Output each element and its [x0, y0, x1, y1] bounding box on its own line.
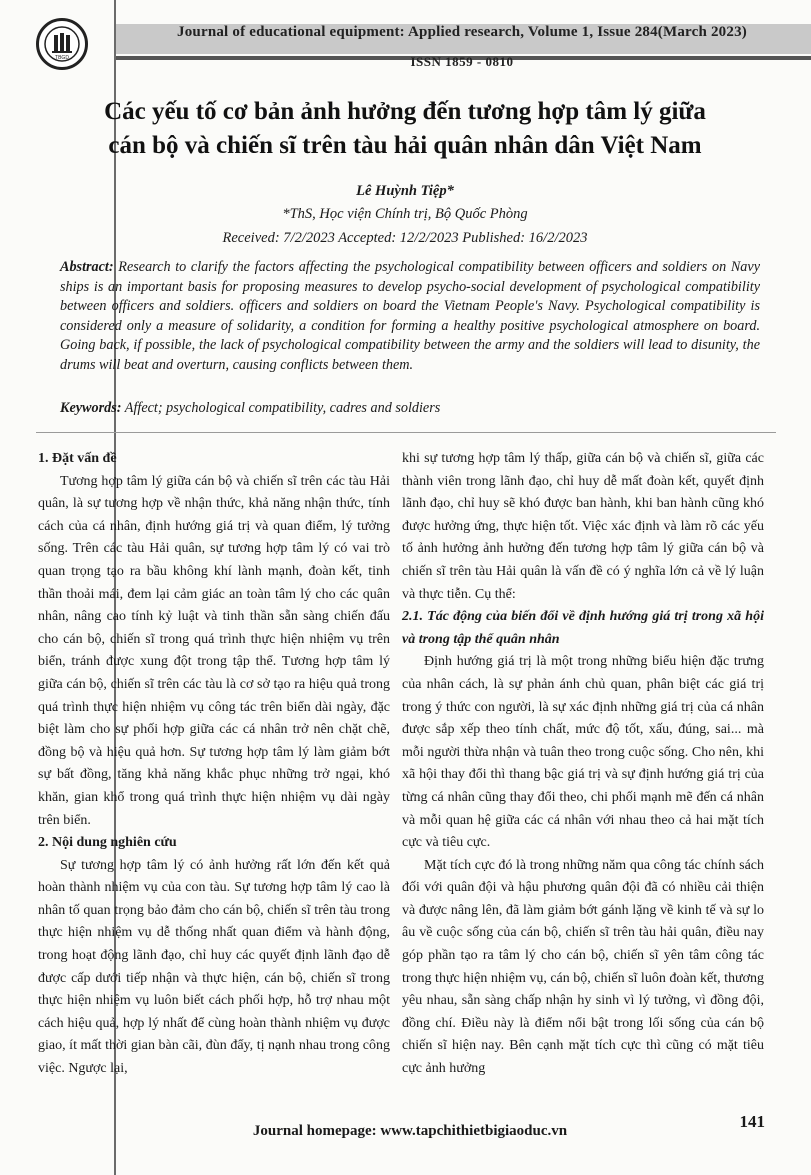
journal-title: Journal of educational equipment: Applied research, Volume 1, Issue 284(March 2023)	[177, 24, 747, 40]
title-line-1: Các yếu tố cơ bản ảnh hưởng đến tương hợp tâm lý giữa	[104, 98, 706, 125]
title-line-2: cán bộ và chiến sĩ trên tàu hải quân nhân dân Việt Nam	[108, 132, 702, 159]
page-number: 141	[739, 1112, 765, 1131]
journal-logo-icon	[36, 18, 88, 70]
paragraph: Mặt tích cực đó là trong những năm qua công tác chính sách đối với quân đội và hậu phương quân đội đã có nhiều cải thiện và được nâng lên, đã làm giảm bớt gánh lặng về kinh tế và sự lo âu về cuộc sống của cán bộ, chiến sĩ trên tàu hải quân, điều nay góp phần tạo ra tâm lý cho cán bộ, chiến sĩ yên tâm công tác trong thực hiện nhiệm vụ, cán bộ, chiến sĩ luôn đoàn kết, thương yêu nhau, sẵn sàng chấp nhận hy sinh vì lý tưởng, vì đồng đội, đồng chí. Điều này là điểm nổi bật trong lối sống của cán bộ chiến sĩ hiện nay. Bên cạnh mặt tích cực thì cũng có mặt tiêu cực ảnh hưởng	[402, 857, 765, 1077]
issn: ISSN 1859 - 0810	[410, 54, 514, 69]
journal-homepage: Journal homepage: www.tapchithietbigiaoduc.vn	[252, 1123, 568, 1139]
paragraph: khi sự tương hợp tâm lý thấp, giữa cán bộ và chiến sĩ, giữa các thành viên trong lãnh đạo, chỉ huy dễ mất đoàn kết, quyết định lãnh đạo, chỉ huy sẽ khó được ban hành, khi ban hành cũng khó được hưởng ứng, thực hiện tốt. Việc xác định và làm rõ các yếu tố ảnh hưởng ảnh hưởng đến tương hợp tâm lý giữa cán bộ và chiến sĩ trên tàu Hải quân là vấn đề có ý nghĩa lớn cả về lý luận và thực tiễn. Cụ thể:	[402, 451, 764, 602]
section-heading-2: 2. Nội dung nghiên cứu	[38, 835, 177, 851]
section-heading-1: 1. Đặt vấn đề	[38, 451, 117, 466]
abstract-text: Research to clarify the factors affecting the psychological compatibility between officers and soldiers on Navy ships is an important basis for proposing measures to develop psycho-social development of psychological compatibility between officers and soldiers. officers and soldiers on board the Vietnam People's Navy. Psychological compatibility is considered only a measure of solidarity, a condition for forming a healthy positive psychological atmosphere on board. Going back, if possible, the lack of psychological compatibility between the army and the soldiers will lead to disunity, the drums will beat and overturn, causing conflicts between them.	[60, 259, 760, 373]
abstract	[60, 258, 760, 375]
dates: Received: 7/2/2023 Accepted: 12/2/2023 Published: 16/2/2023	[222, 230, 588, 246]
affiliation: *ThS, Học viện Chính trị, Bộ Quốc Phòng	[282, 206, 528, 222]
left-column	[38, 448, 390, 1081]
author: Lê Huỳnh Tiệp*	[356, 183, 454, 199]
section-divider	[36, 432, 776, 433]
svg-text:TBGD: TBGD	[55, 55, 69, 61]
keywords-text: Affect; psychological compatibility, cadres and soldiers	[124, 400, 441, 416]
paragraph: Sự tương hợp tâm lý có ảnh hưởng rất lớn đến kết quả hoàn thành nhiệm vụ của con tàu. Sự tương hợp tâm lý cao là nhân tố quan trọng bảo đảm cho cán bộ, chiến sĩ trên tàu trong thực hiện nhiệm vụ dễ thống nhất quan điểm và hành động, trong hoạt động lãnh đạo, chỉ huy các quyết định lãnh đạo dễ được cấp dưới tiếp nhận và thực hiện, cán bộ, chiến sĩ trong thực hiện nhiệm vụ luôn biết cách phối hợp, hỗ trợ nhau một cách hiệu quả, hợp lý nhất để cùng hoàn thành nhiệm vụ được giao, ít mất thời gian bàn cãi, đùn đẩy, tị nạnh nhau trong công việc. Ngược lại,	[38, 857, 390, 1077]
article-title	[40, 95, 770, 163]
keywords	[60, 400, 760, 417]
abstract-label: Abstract:	[60, 259, 114, 275]
subsection-heading-2-1: 2.1. Tác động của biến đổi về định hướng giá trị trong xã hội và trong tập thể quân nhân	[402, 609, 764, 647]
paragraph: Tương hợp tâm lý giữa cán bộ và chiến sĩ trên các tàu Hải quân, là sự tương hợp về nhận thức, khả năng nhận thức, tính cách của cá nhân, định hướng giá trị và quan điểm, lý tưởng sống. Trên các tàu Hải quân, sự tương hợp tâm lý có vai trò quan trọng tạo ra bầu không khí lành mạnh, đoàn kết, tinh thần thoải mái, đem lại cảm giác an toàn tâm lý cho các quân nhân, nâng cao tính kỷ luật và tinh thần sẵn sàng chiến đấu cho cán bộ, chiến sĩ trong quá trình thực hiện nhiệm vụ trên biển, tránh được xung đột trong tập thể. Tương hợp tâm lý giữa cán bộ, chiến sĩ trên các tàu là cơ sở tạo ra hiệu quả trong quá trình thực hiện nhiệm vụ công tác trên biển dài ngày, đặc biệt làm cho sự phối hợp giữa các cá nhân trở nên chặt chẽ, đồng bộ và hiệu quả hơn. Sự tương hợp tâm lý làm giảm bớt sự bất đồng, tăng khả năng khắc phục những trở ngại, khó khăn, gian khổ trong quá trình thực hiện nhiệm vụ dài ngày trên biển.	[38, 473, 390, 828]
keywords-label: Keywords:	[60, 400, 122, 416]
right-column	[402, 448, 764, 1081]
logo-emblem-icon	[43, 25, 81, 63]
paragraph: Định hướng giá trị là một trong những biểu hiện đặc trưng của nhân cách, là sự phản ánh chủ quan, phân biệt các giá trị trong ý thức con người, là sự xác định những giá trị của cá nhân được sắp xếp theo tính chất, mức độ tốt, xấu, đúng, sai... mà mỗi người thừa nhận và tuân theo trong cuộc sống. Cho nên, khi xã hội thay đổi thì thang bậc giá trị và sự định hướng giá trị của từng cá nhân cũng thay đổi theo, chi phối mạnh mẽ đến cá nhân và mỗi quan hệ giữa các cá nhân với nhau theo cả hai mặt tích cực và tiêu cực.	[402, 654, 764, 851]
